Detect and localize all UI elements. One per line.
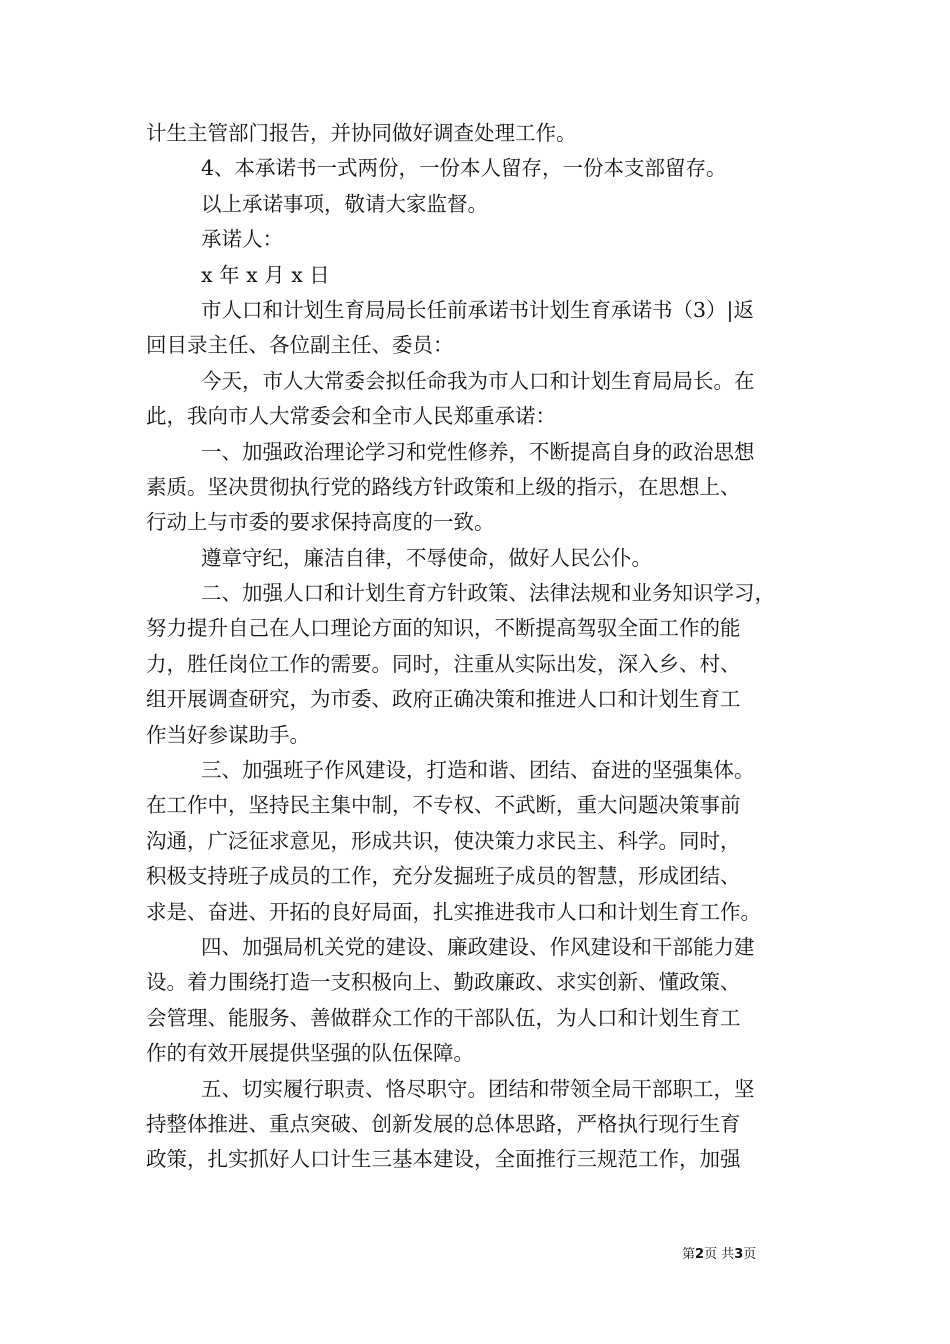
text-line: 政策，扎实抓好人口计生三基本建设，全面推行三规范工作，加强 <box>146 1147 741 1172</box>
text-line: 一、加强政治理论学习和党性修养，不断提高自身的政治思想 <box>201 439 755 464</box>
text-line: 持整体推进、重点突破、创新发展的总体思路，严格执行现行生育 <box>146 1111 741 1136</box>
text-line: 作的有效开展提供坚强的队伍保障。 <box>146 1041 474 1066</box>
text-line: 积极支持班子成员的工作，充分发掘班子成员的智慧，形成团结、 <box>146 864 741 889</box>
text-line: 遵章守纪，廉洁自律，不辱使命，做好人民公仆。 <box>201 545 652 570</box>
text-line: 努力提升自己在人口理论方面的知识，不断提高驾驭全面工作的能 <box>146 616 741 641</box>
paragraph <box>146 116 810 151</box>
paragraph <box>146 328 810 363</box>
paragraph <box>146 151 810 186</box>
text-line: 求是、奋进、开拓的良好局面，扎实推进我市人口和计划生育工作。 <box>146 899 761 924</box>
footer-suffix: 页 <box>743 1247 757 1262</box>
text-line: 4、本承诺书一式两份，一份本人留存，一份本支部留存。 <box>201 156 727 181</box>
text-line: 承诺人： <box>201 227 283 252</box>
text-line: 市人口和计划生育局局长任前承诺书计划生育承诺书（3）|返 <box>201 297 754 322</box>
paragraph <box>146 258 810 293</box>
text-line: 力，胜任岗位工作的需要。同时，注重从实际出发，深入乡、村、 <box>146 651 741 676</box>
paragraph <box>146 222 810 257</box>
text-line: 四、加强局机关党的建设、廉政建设、作风建设和干部能力建 <box>201 934 755 959</box>
text-line: 会管理、能服务、善做群众工作的干部队伍，为人口和计划生育工 <box>146 1005 741 1030</box>
page-footer <box>682 1247 756 1263</box>
text-line: 组开展调查研究，为市委、政府正确决策和推进人口和计划生育工 <box>146 687 741 712</box>
text-line: 行动上与市委的要求保持高度的一致。 <box>146 510 495 535</box>
paragraph <box>146 576 810 753</box>
paragraph <box>146 435 810 541</box>
paragraph <box>146 293 810 328</box>
text-line: 计生主管部门报告，并协同做好调查处理工作。 <box>146 121 577 145</box>
footer-current-page: 2 <box>695 1247 705 1262</box>
text-line: x 年 x 月 x 日 <box>201 262 330 287</box>
text-line: 三、加强班子作风建设，打造和谐、团结、奋进的坚强集体。 <box>201 758 755 783</box>
footer-prefix: 第 <box>682 1247 696 1262</box>
text-line: 沟通，广泛征求意见，形成共识，使决策力求民主、科学。同时， <box>146 828 741 853</box>
paragraph <box>146 930 810 1072</box>
footer-middle: 页 共 <box>704 1247 735 1262</box>
text-line: 在工作中，坚持民主集中制，不专权、不武断，重大问题决策事前 <box>146 793 741 818</box>
text-line: 素质。坚决贯彻执行党的路线方针政策和上级的指示，在思想上、 <box>146 474 741 499</box>
text-line: 此，我向市人大常委会和全市人民郑重承诺： <box>146 404 556 429</box>
document-body <box>146 116 810 1178</box>
paragraph <box>146 364 810 435</box>
text-line: 设。着力围绕打造一支积极向上、勤政廉政、求实创新、懂政策、 <box>146 970 741 995</box>
text-line: 五、切实履行职责、恪尽职守。团结和带领全局干部职工，坚 <box>201 1076 755 1101</box>
text-line: 以上承诺事项，敬请大家监督。 <box>201 191 488 216</box>
paragraph <box>146 187 810 222</box>
paragraph <box>146 753 810 930</box>
text-line: 今天，市人大常委会拟任命我为市人口和计划生育局局长。在 <box>201 368 755 393</box>
paragraph <box>146 541 810 576</box>
text-line: 作当好参谋助手。 <box>146 722 310 747</box>
text-line: 二、加强人口和计划生育方针政策、法律法规和业务知识学习， <box>201 581 775 606</box>
text-line: 回目录主任、各位副主任、委员： <box>146 333 454 358</box>
footer-total-pages: 3 <box>734 1247 744 1262</box>
paragraph <box>146 1072 810 1178</box>
